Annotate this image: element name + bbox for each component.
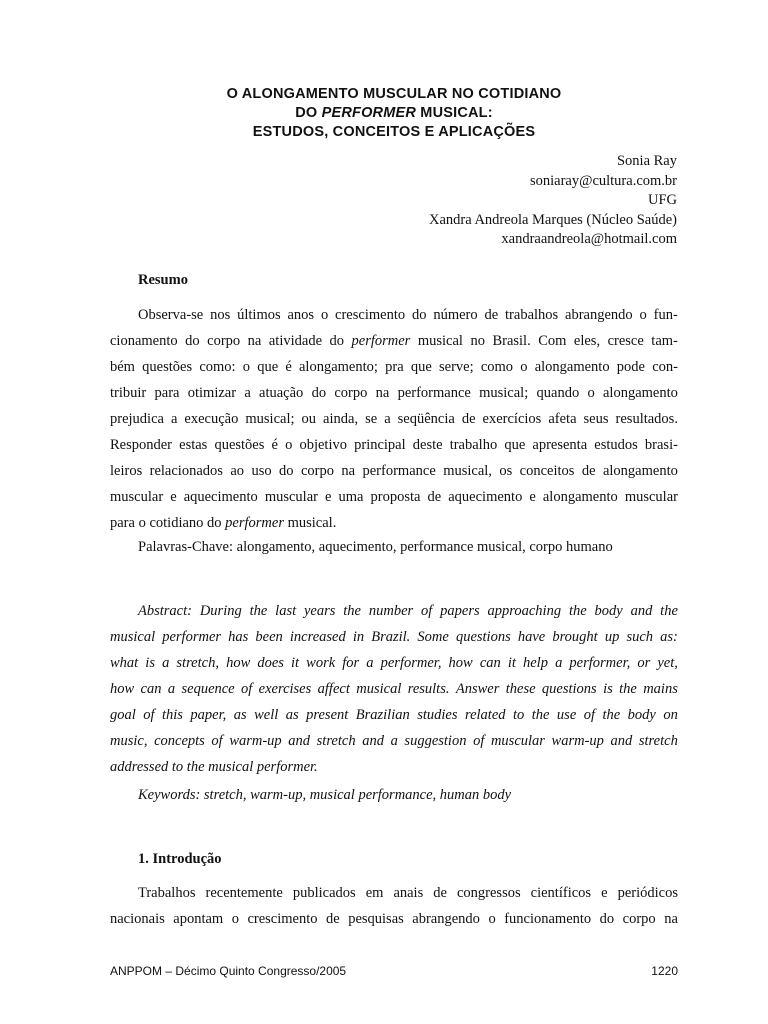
abstract-line: what is a stretch, how does it work for a performer, how can it help a performer, or yet, [110, 655, 678, 671]
intro-line: nacionais apontam o crescimento de pesquisas abrangendo o funcionamento do corpo na [110, 911, 678, 927]
resumo-line: prejudica a execução musical; ou ainda, se a seqüência de exercícios afeta seus resultados. [110, 411, 678, 427]
resumo-paragraph [110, 302, 678, 536]
author-name-2: Xandra Andreola Marques (Núcleo Saúde) [428, 211, 677, 228]
resumo-line: muscular e aquecimento muscular e uma proposta de aquecimento e alongamento muscular [110, 489, 678, 505]
resumo-line: cionamento do corpo na atividade do performer musical no Brasil. Com eles, cresce tam- [110, 333, 678, 349]
resumo-line: tribuir para otimizar a atuação do corpo na performance musical; quando o alongamento [110, 385, 678, 401]
abstract-line: goal of this paper, as well as present Brazilian studies related to the use of the body on [110, 707, 678, 723]
abstract-line: addressed to the musical performer. [110, 759, 318, 775]
author-email-2: xandraandreola@hotmail.com [501, 231, 677, 247]
abstract-line: musical performer has been increased in Brazil. Some questions have brought up such as: [110, 629, 678, 645]
title-line-2 [0, 104, 768, 123]
title-line-2-italic: PERFORMER [321, 105, 417, 121]
intro-line: Trabalhos recentemente publicados em anais de congressos científicos e periódicos [138, 885, 678, 901]
title-line-2-post: MUSICAL: [416, 105, 493, 121]
abstract-line: music, concepts of warm-up and stretch and a suggestion of muscular warm-up and stretch [110, 733, 678, 749]
resumo-heading: Resumo [138, 272, 188, 288]
resumo-line: Observa-se nos últimos anos o crescimento do número de trabalhos abrangendo o fun- [138, 307, 678, 323]
title-line-3: ESTUDOS, CONCEITOS E APLICAÇÕES [252, 124, 536, 140]
author-name-1: Sonia Ray [616, 153, 677, 169]
page-number: 1220 [651, 964, 678, 978]
abstract-line: how can a sequence of exercises affect musical results. Answer these questions is the mains [110, 681, 678, 697]
paper-title [0, 85, 768, 142]
page-footer [110, 964, 678, 978]
title-line-2-pre: DO [295, 105, 322, 121]
abstract-keywords: Keywords: stretch, warm-up, musical performance, human body [138, 787, 512, 803]
footer-conference: ANPPOM – Décimo Quinto Congresso/2005 [110, 964, 347, 978]
author-affiliation: UFG [647, 192, 677, 208]
abstract-paragraph [110, 598, 678, 780]
palavras-chave: Palavras-Chave: alongamento, aquecimento, performance musical, corpo humano [138, 539, 613, 555]
author-block [429, 152, 677, 250]
intro-paragraph [110, 880, 678, 932]
resumo-line: para o cotidiano do performer musical. [110, 515, 337, 531]
resumo-line: bém questões como: o que é alongamento; pra que serve; como o alongamento pode con- [110, 359, 678, 375]
resumo-line: leiros relacionados ao uso do corpo na performance musical, os conceitos de alongamento [110, 463, 678, 479]
abstract-line: Abstract: During the last years the number of papers approaching the body and the [138, 603, 678, 619]
author-email-1: soniaray@cultura.com.br [529, 172, 677, 189]
title-line-1: O ALONGAMENTO MUSCULAR NO COTIDIANO [226, 86, 562, 102]
intro-heading: 1. Introdução [138, 851, 222, 867]
resumo-line: Responder estas questões é o objetivo principal deste trabalho que apresenta estudos brasi- [110, 437, 678, 453]
